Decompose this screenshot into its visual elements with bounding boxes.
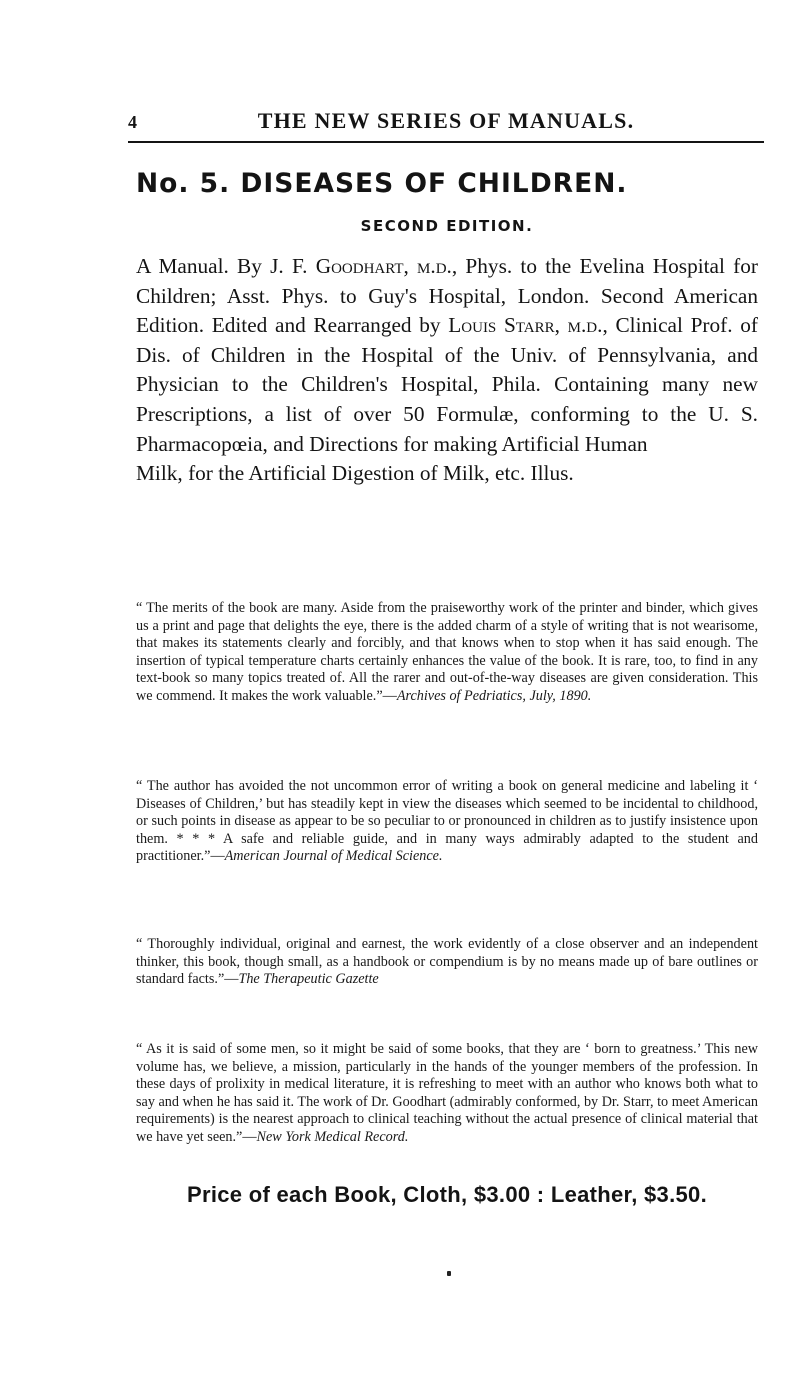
entry-title: No. 5. DISEASES OF CHILDREN.: [136, 168, 628, 199]
running-head: [128, 108, 764, 136]
print-speck: [447, 1271, 451, 1276]
review-ny-medical-record: [136, 1041, 758, 1147]
review-therapeutic-gazette: [136, 936, 758, 989]
review-text: “ As it is said of some men, so it might be said of some books, that they are ‘ born to greatness.’ This new volume has, we believe, a mission, particularly in the hands of the younger members of the profession. In these days of prolixity in medical literature, it is refreshing to meet with an author who knows both what to say and when he has said it. The work of Dr. Goodhart (admirably conformed, by Dr. Starr, to meet American requirements) is the nearest approach to clinical teaching without the actual presence of clinical material that we have yet seen.”—: [136, 1041, 758, 1145]
review-archives-pediatrics: [136, 600, 758, 706]
page-number: 4: [128, 112, 139, 132]
description-last-line: Milk, for the Artificial Digestion of Milk, etc. Illus.: [136, 461, 574, 486]
review-american-journal: [136, 778, 758, 866]
author-name: Goodhart, m.d.: [315, 254, 452, 278]
running-head-title: THE NEW SERIES OF MANUALS.: [257, 108, 635, 133]
description-intro: A Manual. By J. F.: [136, 254, 316, 278]
review-text: “ Thoroughly individual, original and earnest, the work evidently of a close observer and an independent thinker, this book, though small, as a handbook or compendium is by no means made up of bare outlines or standard facts.”—: [136, 936, 758, 988]
header-rule: [128, 141, 764, 143]
review-source: American Journal of Medical Science.: [224, 848, 443, 865]
description-rest: , Clinical Prof. of Dis. of Children in the Hospital of the Univ. of Pennsylvania, and Physician to the Children's Hospital, Phila. Containing many new Prescriptions, a list of over 50 Formulæ, conforming to the U. S. Pharmacopœia, and Directions for making Artificial Human: [136, 313, 759, 456]
review-text: “ The merits of the book are many. Aside from the praiseworthy work of the printer and binder, which gives us a print and page that delights the eye, there is the added charm of a style of writing that is not wearisome, that makes its statements clearly and forcibly, and that knows when to stop when it has said enough. The insertion of typical temperature charts certainly enhances the value of the book. It is rare, too, to find in any text-book so many topics treated of. All the rarer and out-of-the-way diseases are given consideration. This we commend. It makes the work valuable.”—: [136, 600, 758, 704]
review-source: New York Medical Record.: [256, 1128, 409, 1145]
edition-label: SECOND EDITION.: [360, 217, 534, 235]
description-body: , Phys. to the Evelina Hospital for Children; Asst. Phys. to Guy's Hospital, London. Second American Edition. Edited and Rearranged by: [136, 254, 758, 338]
editor-name: Louis Starr, m.d.: [448, 313, 603, 338]
review-source: The Therapeutic Gazette: [238, 971, 379, 988]
review-text: “ The author has avoided the not uncommon error of writing a book on general medicine and labeling it ‘ Diseases of Children,’ but has steadily kept in view the diseases which seemed to be incidental to childhood, or such points in disease as appear to be so peculiar to or pronounced in children as to justify insistence upon them. * * * A safe and reliable guide, and in many ways admirably adapted to the student and practitioner.”—: [136, 778, 758, 865]
review-source: Archives of Pedriatics, July, 1890.: [396, 687, 592, 704]
price-line: Price of each Book, Cloth, $3.00 : Leather, $3.50.: [187, 1182, 707, 1207]
